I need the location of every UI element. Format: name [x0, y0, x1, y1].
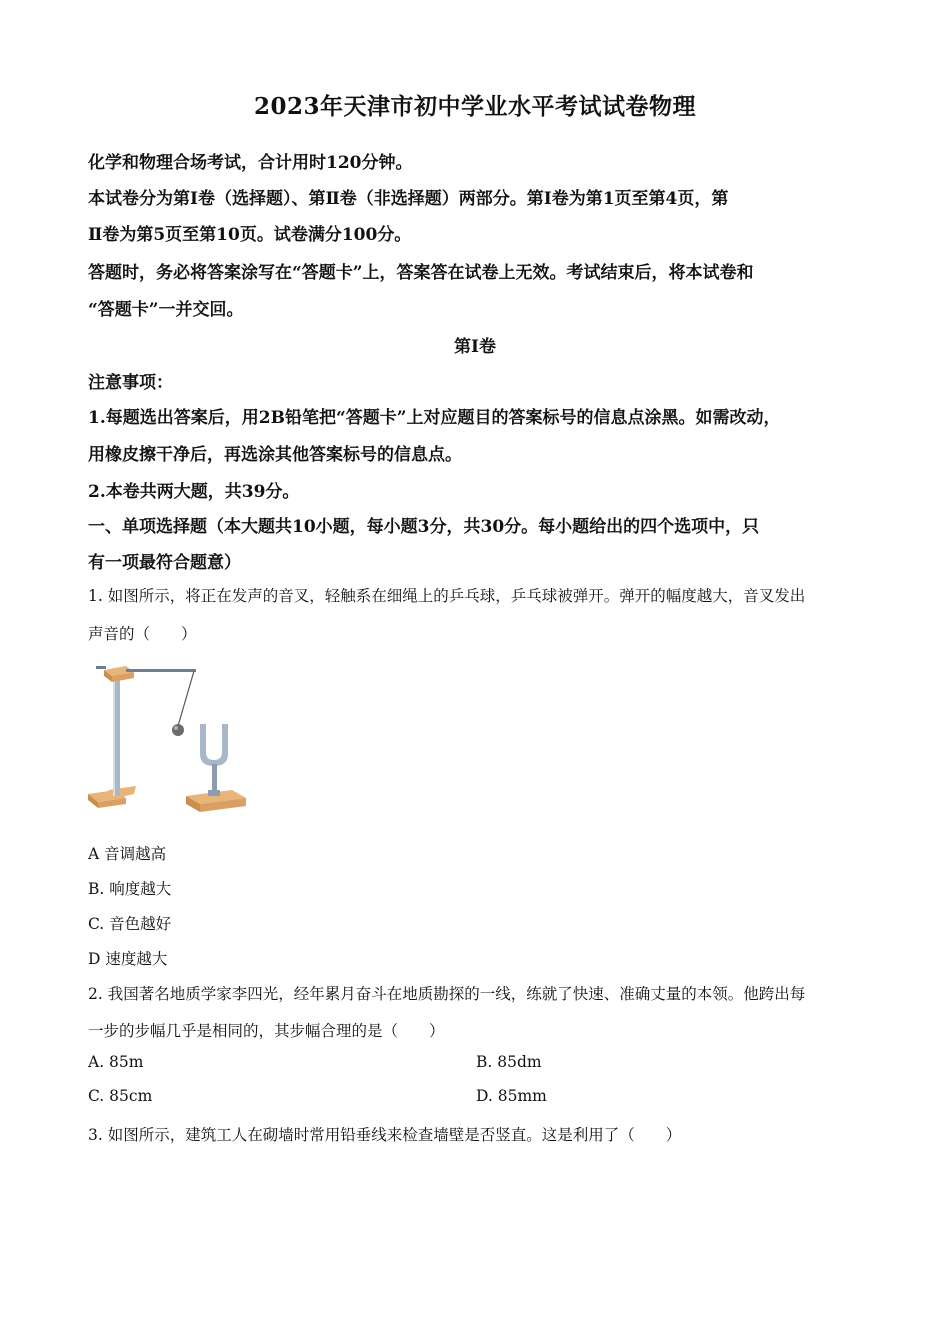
option-b: B. 85dm [476, 1053, 542, 1071]
intro-line: 答题时，务必将答案涂写在“答题卡”上，答案答在试卷上无效。考试结束后，将本试卷和 [88, 263, 754, 283]
option-d: D. 85mm [476, 1087, 547, 1105]
option-c: C. 85cm [88, 1087, 153, 1105]
option-d: D 速度越大 [88, 950, 168, 968]
question-text: 2. 我国著名地质学家李四光，经年累月奋斗在地质勘探的一线，练就了快速、准确丈量的本领。他跨出每 [88, 985, 806, 1003]
option-a: A 音调越高 [88, 845, 167, 863]
part-heading: 有一项最符合题意） [88, 553, 241, 573]
option-c: C. 音色越好 [88, 915, 172, 933]
question-text: 1. 如图所示，将正在发声的音叉，轻触系在细绳上的乒乓球，乒乓球被弹开。弹开的幅度越大，音叉发出 [88, 587, 806, 605]
option-a: A. 85m [88, 1053, 144, 1071]
tuning-fork-pendulum-illustration-icon [86, 652, 248, 814]
notes-heading: 注意事项： [88, 373, 173, 393]
notes-item: 1.每题选出答案后，用2B铅笔把“答题卡”上对应题目的答案标号的信息点涂黑。如需改动， [88, 408, 781, 428]
question-text: 一步的步幅几乎是相同的，其步幅合理的是（ ） [88, 1022, 445, 1040]
option-b: B. 响度越大 [88, 880, 172, 898]
notes-item: 2.本卷共两大题，共39分。 [88, 482, 300, 502]
intro-line: 化学和物理合场考试，合计用时120分钟。 [88, 153, 413, 173]
intro-line: Ⅱ卷为第5页至第10页。试卷满分100分。 [88, 225, 412, 245]
section-title: 第Ⅰ卷 [454, 337, 496, 357]
intro-line: 本试卷分为第Ⅰ卷（选择题）、第Ⅱ卷（非选择题）两部分。第Ⅰ卷为第1页至第4页，第 [88, 189, 729, 209]
exam-title: 2023年天津市初中学业水平考试试卷物理 [253, 93, 696, 120]
intro-line: “答题卡”一并交回。 [88, 300, 244, 320]
question-text: 3. 如图所示，建筑工人在砌墙时常用铅垂线来检查墙壁是否竖直。这是利用了（ ） [88, 1126, 682, 1144]
part-heading: 一、单项选择题（本大题共10小题，每小题3分，共30分。每小题给出的四个选项中，只 [88, 517, 760, 537]
notes-item: 用橡皮擦干净后，再选涂其他答案标号的信息点。 [88, 445, 462, 465]
question-text: 声音的（ ） [88, 625, 197, 643]
